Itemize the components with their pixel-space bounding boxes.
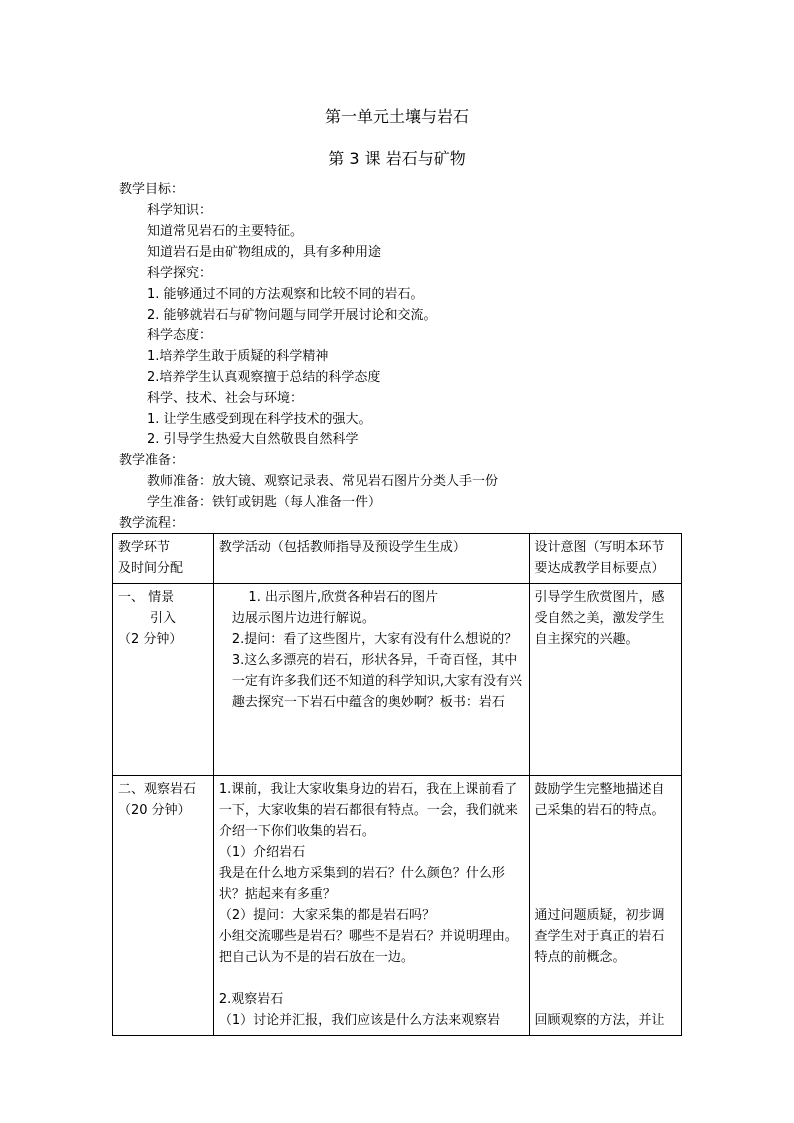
activity-paragraph: 边展示图片边进行解说。 (231, 611, 375, 626)
activity-paragraph: （1）介绍岩石 (218, 845, 306, 860)
intent-paragraph: 通过问题质疑，初步调查学生对于真正的岩石特点的前概念。 (534, 908, 665, 965)
stage-time: （20 分钟） (118, 803, 191, 818)
activity-paragraph: （2）提问：大家采集的都是岩石吗？ (218, 908, 436, 923)
unit-title: 第一单元土壤与岩石 (324, 107, 469, 126)
intent-paragraph: 回顾观察的方法，并让 (534, 1013, 665, 1028)
activity-paragraph: 小组交流哪些是岩石？哪些不是岩石？并说明理由。把自己认为不是的岩石放在一边。 (218, 929, 518, 965)
activity-cell (213, 776, 529, 1036)
header-activity-text: 教学活动（包括教师指导及预设学生生成） (218, 540, 466, 555)
objectives-heading: 教学目标： (119, 182, 185, 197)
paragraph-spacer (535, 842, 676, 863)
header-stage (113, 534, 214, 584)
intent-cell (529, 776, 681, 1036)
activity-paragraph: （1）讨论并汇报，我们应该是什么方法来观察岩 (218, 1013, 501, 1028)
attitude-item: 1.培养学生敢于质疑的科学精神 (147, 349, 329, 364)
student-preparation: 学生准备：铁钉或钥匙（每人准备一件） (147, 495, 382, 510)
stage-time: （2 分钟） (118, 632, 183, 647)
preparation-heading: 教学准备： (119, 453, 185, 468)
stage-cell (113, 584, 214, 776)
paragraph-spacer (535, 821, 676, 842)
lesson-title: 第 3 课 岩石与矿物 (328, 149, 466, 168)
activity-paragraph: 1.课前，我让大家收集身边的岩石，我在上课前看了一下，大家收集的岩石都很有特点。一会，我们就来介绍一下你们收集的岩石。 (218, 782, 518, 839)
sts-item: 2. 引导学生热爱大自然敬畏自然科学 (147, 432, 359, 447)
header-intent (529, 534, 681, 584)
intent-paragraph: 引导学生欣赏图片，感受自然之美，激发学生自主探究的兴趣。 (534, 590, 665, 647)
process-heading: 教学流程： (119, 516, 185, 531)
attitude-item: 2.培养学生认真观察擅于总结的科学态度 (147, 370, 381, 385)
header-stage-line: 教学环节 (118, 540, 171, 555)
stage-line: 一、 情景 (118, 590, 175, 605)
stage-line: 二、观察岩石 (118, 782, 197, 797)
sts-item: 1. 让学生感受到现在科学技术的强大。 (147, 412, 372, 427)
paragraph-spacer (219, 968, 524, 989)
header-stage-line: 及时间分配 (118, 561, 184, 576)
header-activity (213, 534, 529, 584)
knowledge-item: 知道常见岩石的主要特征。 (147, 224, 304, 239)
table-header-row (113, 534, 682, 584)
inquiry-item: 1. 能够通过不同的方法观察和比较不同的岩石。 (147, 287, 424, 302)
header-intent-line: 设计意图（写明本环节 (534, 540, 665, 555)
activity-paragraph: 1. 出示图片,欣赏各种岩石的图片 (231, 590, 439, 605)
activity-cell (213, 584, 529, 776)
paragraph-spacer (535, 968, 676, 989)
activity-paragraph: 3.这么多漂亮的岩石，形状各异，千奇百怪，其中一定有许多我们还不知道的科学知识,大家有没有兴趣去探究一下岩石中蕴含的奥妙啊？板书：岩石 (231, 653, 523, 710)
paragraph-spacer (535, 863, 676, 884)
activity-paragraph: 我是在什么地方采集到的岩石？什么颜色？什么形状？掂起来有多重？ (218, 866, 505, 902)
inquiry-heading: 科学探究： (147, 266, 213, 281)
sts-heading: 科学、技术、社会与环境： (147, 391, 304, 406)
activity-paragraph: 2.提问：看了这些图片，大家有没有什么想说的？ (231, 632, 518, 647)
table-row (113, 584, 682, 776)
intent-cell (529, 584, 681, 776)
paragraph-spacer (535, 884, 676, 905)
intent-paragraph: 鼓励学生完整地描述自己采集的岩石的特点。 (534, 782, 665, 818)
teaching-process-table (112, 533, 682, 1036)
table-row (113, 776, 682, 1036)
teacher-preparation: 教师准备：放大镜、观察记录表、常见岩石图片分类人手一份 (147, 474, 499, 489)
activity-paragraph: 2.观察岩石 (218, 992, 284, 1007)
knowledge-heading: 科学知识： (147, 203, 213, 218)
inquiry-item: 2. 能够就岩石与矿物问题与同学开展讨论和交流。 (147, 308, 437, 323)
attitude-heading: 科学态度： (147, 328, 213, 343)
stage-cell (113, 776, 214, 1036)
header-intent-line: 要达成教学目标要点） (534, 561, 665, 576)
knowledge-item: 知道岩石是由矿物组成的，具有多种用途 (147, 245, 382, 260)
stage-line: 引入 (149, 611, 176, 626)
paragraph-spacer (535, 989, 676, 1010)
